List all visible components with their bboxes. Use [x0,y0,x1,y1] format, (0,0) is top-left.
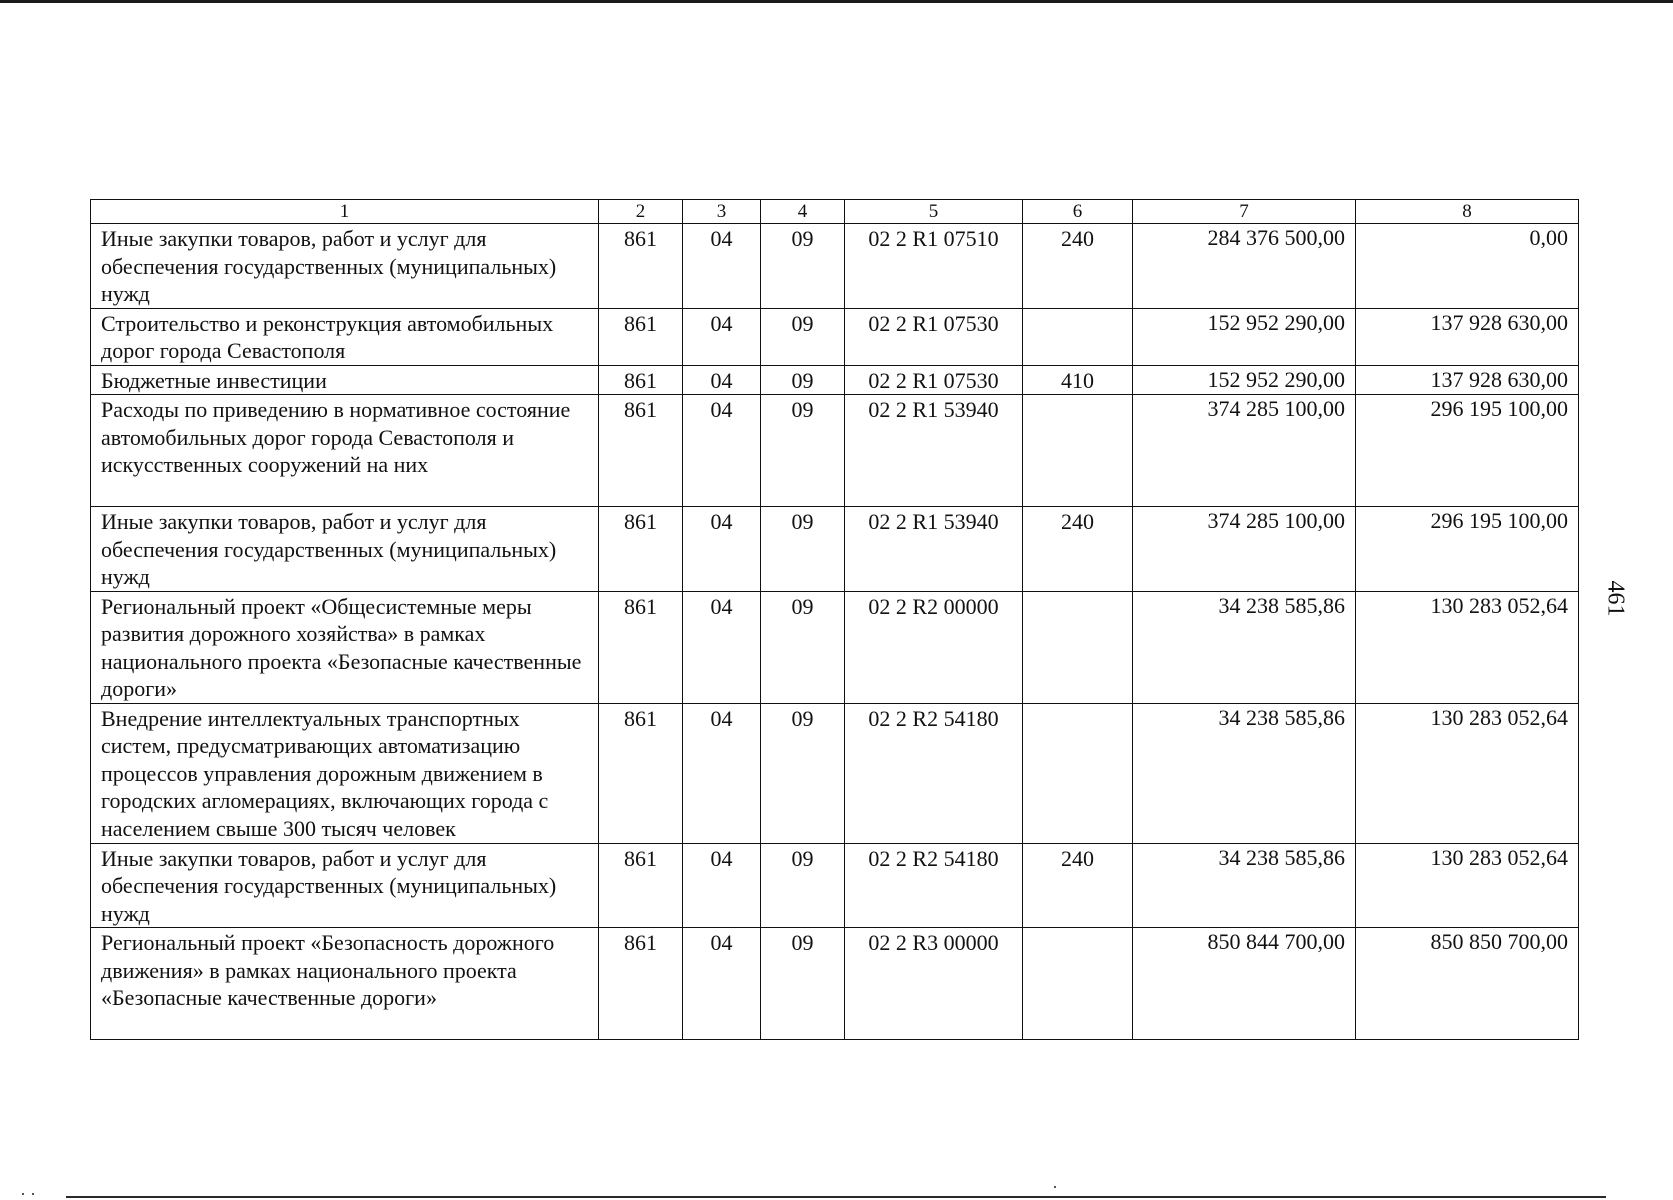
row-col-5: 02 2 R2 54180 [845,703,1023,843]
row-col-8: 296 195 100,00 [1356,395,1579,507]
row-name: Бюджетные инвестиции [91,365,599,395]
row-col-4: 09 [761,365,845,395]
row-col-6 [1023,591,1133,703]
row-col-8: 850 850 700,00 [1356,928,1579,1040]
row-col-4: 09 [761,928,845,1040]
row-col-8: 296 195 100,00 [1356,507,1579,592]
row-col-3: 04 [683,308,761,365]
row-name: Региональный проект «Безопасность дорожного движения» в рамках национального проекта «Безопасные качественные дороги» [91,928,599,1040]
table-row [91,365,1579,395]
row-col-6 [1023,928,1133,1040]
row-col-4: 09 [761,395,845,507]
table-row [91,928,1579,1040]
header-col-4: 4 [761,200,845,224]
scan-top-border [0,0,1673,3]
table-row [91,224,1579,309]
table-row [91,308,1579,365]
row-col-5: 02 2 R1 53940 [845,507,1023,592]
row-col-6 [1023,308,1133,365]
row-col-7: 34 238 585,86 [1133,591,1356,703]
row-col-3: 04 [683,395,761,507]
row-col-2: 861 [599,365,683,395]
row-col-8: 137 928 630,00 [1356,365,1579,395]
table-row [91,395,1579,507]
row-col-5: 02 2 R1 07510 [845,224,1023,309]
row-col-2: 861 [599,928,683,1040]
row-name: Иные закупки товаров, работ и услуг для обеспечения государственных (муниципальных) нужд [91,224,599,309]
table-row [91,843,1579,928]
header-col-2: 2 [599,200,683,224]
row-col-5: 02 2 R1 07530 [845,365,1023,395]
row-col-3: 04 [683,928,761,1040]
row-name: Расходы по приведению в нормативное состояние автомобильных дорог города Севастополя и искусственных сооружений на них [91,395,599,507]
row-col-3: 04 [683,703,761,843]
row-col-3: 04 [683,224,761,309]
row-col-7: 34 238 585,86 [1133,843,1356,928]
row-col-4: 09 [761,507,845,592]
row-name: Строительство и реконструкция автомобильных дорог города Севастополя [91,308,599,365]
table-row [91,507,1579,592]
budget-table [90,199,1579,1040]
table-row [91,591,1579,703]
row-col-3: 04 [683,591,761,703]
row-col-8: 130 283 052,64 [1356,703,1579,843]
row-col-7: 34 238 585,86 [1133,703,1356,843]
row-col-7: 374 285 100,00 [1133,395,1356,507]
header-col-8: 8 [1356,200,1579,224]
row-col-2: 861 [599,843,683,928]
header-col-3: 3 [683,200,761,224]
row-col-2: 861 [599,395,683,507]
row-col-8: 130 283 052,64 [1356,843,1579,928]
table-row [91,703,1579,843]
row-name: Иные закупки товаров, работ и услуг для обеспечения государственных (муниципальных) нужд [91,843,599,928]
header-col-7: 7 [1133,200,1356,224]
row-col-7: 152 952 290,00 [1133,308,1356,365]
row-col-5: 02 2 R1 53940 [845,395,1023,507]
header-col-6: 6 [1023,200,1133,224]
scan-speck [32,1193,34,1195]
row-col-6: 240 [1023,843,1133,928]
row-col-5: 02 2 R3 00000 [845,928,1023,1040]
row-col-2: 861 [599,224,683,309]
row-name: Иные закупки товаров, работ и услуг для обеспечения государственных (муниципальных) нужд [91,507,599,592]
row-col-7: 850 844 700,00 [1133,928,1356,1040]
row-col-3: 04 [683,365,761,395]
scan-bottom-line [66,1196,1606,1198]
row-col-6: 410 [1023,365,1133,395]
row-col-8: 130 283 052,64 [1356,591,1579,703]
row-name: Внедрение интеллектуальных транспортных систем, предусматривающих автоматизацию процессов управления дорожным движением в городских агломерациях, включающих города с населением свыше 300 тысяч человек [91,703,599,843]
row-col-7: 152 952 290,00 [1133,365,1356,395]
page-number: 461 [1602,580,1629,617]
row-col-4: 09 [761,591,845,703]
row-col-6: 240 [1023,224,1133,309]
row-col-2: 861 [599,703,683,843]
header-col-1: 1 [91,200,599,224]
row-col-7: 374 285 100,00 [1133,507,1356,592]
row-col-3: 04 [683,843,761,928]
row-col-7: 284 376 500,00 [1133,224,1356,309]
row-col-3: 04 [683,507,761,592]
scan-speck [22,1193,24,1195]
row-col-4: 09 [761,308,845,365]
header-col-5: 5 [845,200,1023,224]
row-col-6: 240 [1023,507,1133,592]
row-name: Региональный проект «Общесистемные меры развития дорожного хозяйства» в рамках национального проекта «Безопасные качественные дороги» [91,591,599,703]
header-row [91,200,1579,224]
row-col-2: 861 [599,308,683,365]
row-col-2: 861 [599,591,683,703]
row-col-8: 0,00 [1356,224,1579,309]
row-col-2: 861 [599,507,683,592]
row-col-6 [1023,395,1133,507]
row-col-5: 02 2 R1 07530 [845,308,1023,365]
row-col-4: 09 [761,843,845,928]
row-col-5: 02 2 R2 00000 [845,591,1023,703]
row-col-4: 09 [761,703,845,843]
row-col-8: 137 928 630,00 [1356,308,1579,365]
scan-speck [1054,1186,1056,1188]
table-header [91,200,1579,224]
table-body [91,224,1579,1040]
row-col-6 [1023,703,1133,843]
row-col-4: 09 [761,224,845,309]
row-col-5: 02 2 R2 54180 [845,843,1023,928]
